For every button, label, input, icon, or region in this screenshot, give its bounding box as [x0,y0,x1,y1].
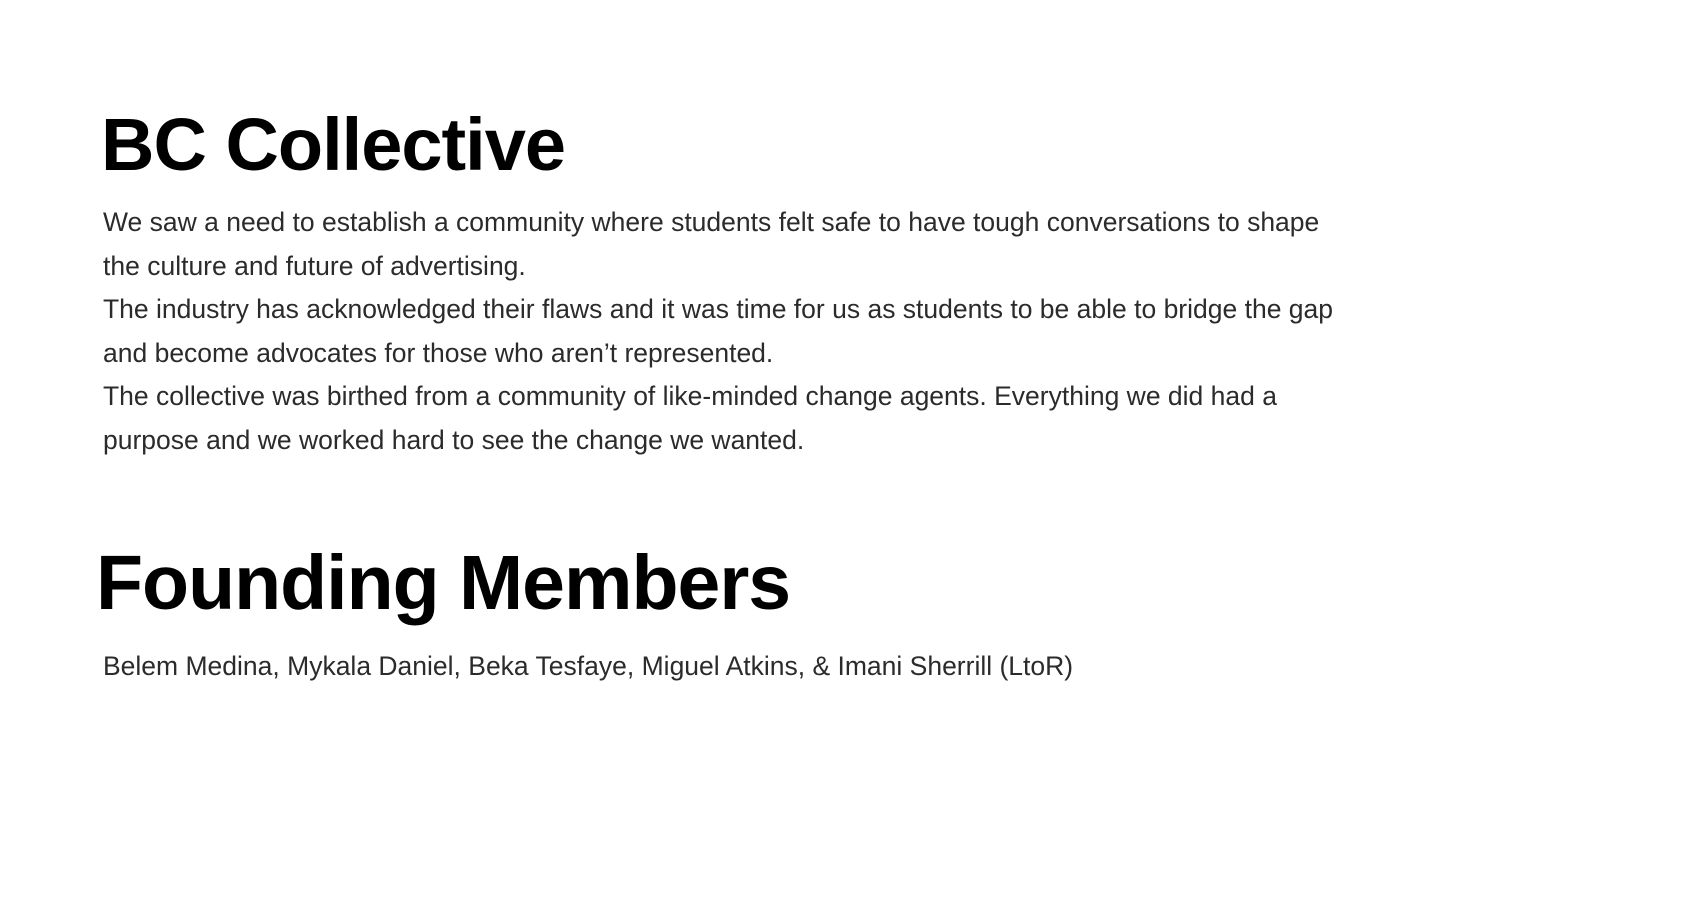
founding-members-heading: Founding Members [96,540,791,626]
about-description [103,201,1333,462]
about-paragraph-2: The industry has acknowledged their flaws and it was time for us as students to be able to bridge the gap and become advocates for those who aren’t represented. [103,294,1334,368]
founding-members-list: Belem Medina, Mykala Daniel, Beka Tesfaye, Miguel Atkins, & Imani Sherrill (LtoR) [103,651,1074,681]
about-paragraph-1: We saw a need to establish a community where students felt safe to have tough conversations to shape the culture and future of advertising. [103,207,1320,281]
about-paragraph-3: The collective was birthed from a community of like-minded change agents. Everything we did had a purpose and we worked hard to see the change we wanted. [103,381,1277,455]
page-title: BC Collective [101,103,566,186]
